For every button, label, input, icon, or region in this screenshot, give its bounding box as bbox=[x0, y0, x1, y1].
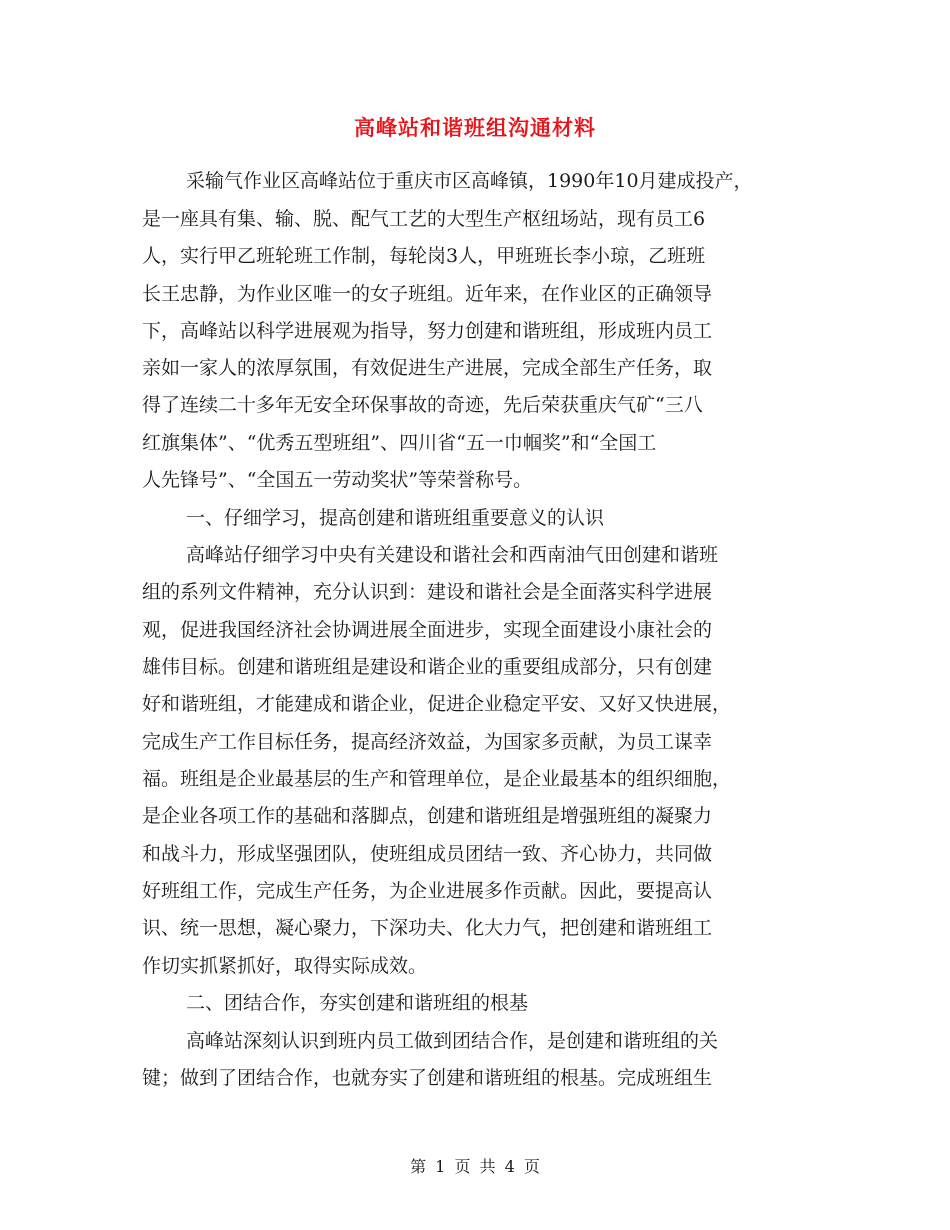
body-line: 作切实抓紧抓好，取得实际成效。 bbox=[142, 955, 428, 977]
body-line: 人先锋号”、“全国五一劳动奖状”等荣誉称号。 bbox=[142, 469, 533, 491]
body-line: 福。班组是企业最基层的生产和管理单位，是企业最基本的组织细胞， bbox=[142, 768, 732, 790]
body-line: 长王忠静，为作业区唯一的女子班组。近年来，在作业区的正确领导 bbox=[142, 283, 713, 305]
body-line: 人，实行甲乙班轮班工作制，每轮岗3人，甲班班长李小琼，乙班班 bbox=[142, 245, 706, 267]
body-line: 采输气作业区高峰站位于重庆市区高峰镇，1990年10月建成投产， bbox=[186, 170, 753, 192]
body-line: 键；做到了团结合作，也就夯实了创建和谐班组的根基。完成班组生 bbox=[142, 1067, 713, 1089]
body-line: 是一座具有集、输、脱、配气工艺的大型生产枢纽场站，现有员工6 bbox=[142, 208, 706, 230]
body-line: 高峰站仔细学习中央有关建设和谐社会和西南油气田创建和谐班 bbox=[186, 544, 719, 566]
page-number: 第 1 页 共 4 页 bbox=[410, 1157, 540, 1176]
body-line: 和战斗力，形成坚强团队，使班组成员团结一致、齐心协力，共同做 bbox=[142, 843, 713, 865]
body-line: 高峰站深刻认识到班内员工做到团结合作，是创建和谐班组的关 bbox=[186, 1030, 719, 1052]
body-line: 好班组工作，完成生产任务，为企业进展多作贡献。因此，要提高认 bbox=[142, 880, 713, 902]
body-line: 雄伟目标。创建和谐班组是建设和谐企业的重要组成部分，只有创建 bbox=[142, 656, 713, 678]
body-line: 完成生产工作目标任务，提高经济效益，为国家多贡献，为员工谋幸 bbox=[142, 731, 713, 753]
section-heading-2: 二、团结合作，夯实创建和谐班组的根基 bbox=[186, 992, 529, 1014]
body-line: 好和谐班组，才能建成和谐企业，促进企业稳定平安、又好又快进展， bbox=[142, 693, 732, 715]
body-line: 亲如一家人的浓厚氛围，有效促进生产进展，完成全部生产任务，取 bbox=[142, 357, 713, 379]
body-line: 下，高峰站以科学进展观为指导，努力创建和谐班组，形成班内员工 bbox=[142, 320, 713, 342]
section-heading-1: 一、仔细学习，提高创建和谐班组重要意义的认识 bbox=[186, 507, 605, 529]
body-line: 识、统一思想，凝心聚力，下深功夫、化大力气，把创建和谐班组工 bbox=[142, 917, 713, 939]
document-title: 高峰站和谐班组沟通材料 bbox=[354, 115, 596, 140]
body-line: 红旗集体”、“优秀五型班组”、四川省“五一巾帼奖”和“全国工 bbox=[142, 432, 657, 454]
body-line: 得了连续二十多年无安全环保事故的奇迹，先后荣获重庆气矿“三八 bbox=[142, 394, 703, 416]
body-line: 组的系列文件精神，充分认识到：建设和谐社会是全面落实科学进展 bbox=[142, 581, 713, 603]
body-line: 观，促进我国经济社会协调进展全面进步，实现全面建设小康社会的 bbox=[142, 619, 713, 641]
body-line: 是企业各项工作的基础和落脚点，创建和谐班组是增强班组的凝聚力 bbox=[142, 805, 713, 827]
